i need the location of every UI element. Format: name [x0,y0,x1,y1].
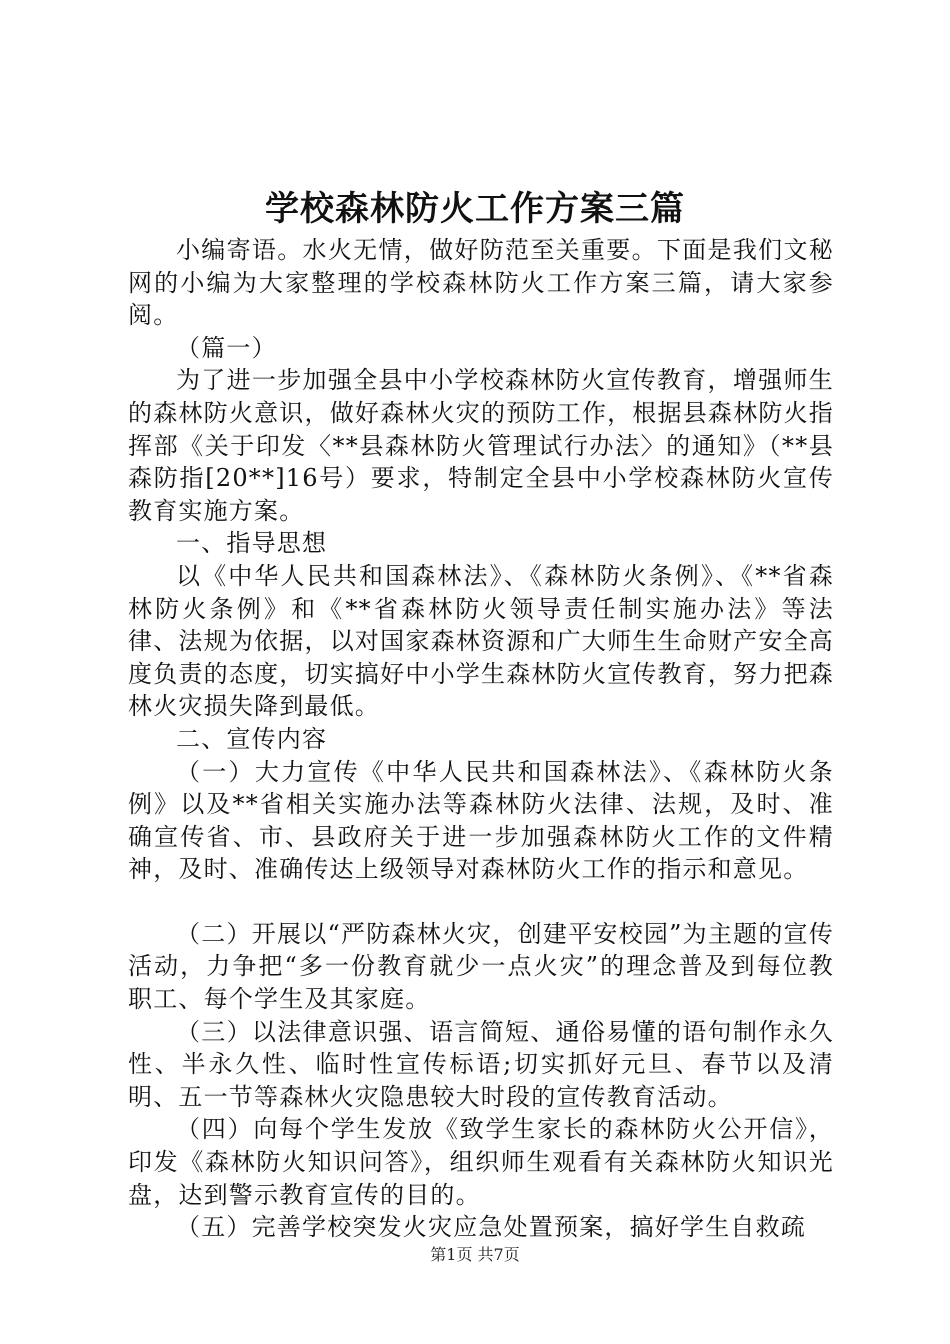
section-heading: 一、指导思想 [176,529,328,558]
list-paragraph: （五）完善学校突发火灾应急处置预案，搞好学生自救疏 [176,1213,806,1242]
list-paragraph: （一）大力宣传《中华人民共和国森林法》、《森林防火条例》以及**省相关实施办法等森林防火法律、法规，及时、准确宣传省、市、县政府关于进一步加强森林防火工作的文件精神，及时、准确传达上级领导对森林防火工作的指示和意见。 [128,757,834,884]
list-paragraph: （三）以法律意识强、语言简短、通俗易懂的语句制作永久性、半永久性、临时性宣传标语;切实抓好元旦、春节以及清明、五一节等森林火灾隐患较大时段的宣传教育活动。 [128,1017,834,1111]
document-body [128,234,834,1244]
list-paragraph: （四）向每个学生发放《致学生家长的森林防火公开信》，印发《森林防火知识问答》，组织师生观看有关森林防火知识光盘，达到警示教育宣传的目的。 [128,1115,834,1209]
body-paragraph: 为了进一步加强全县中小学校森林防火宣传教育，增强师生的森林防火意识，做好森林火灾的预防工作，根据县森林防火指挥部《关于印发〈**县森林防火管理试行办法〉的通知》（**县森防指[20**]16号）要求，特制定全县中小学校森林防火宣传教育实施方案。 [128,366,834,525]
page-footer: 第1页 共7页 [430,1245,520,1264]
section-heading: 二、宣传内容 [176,724,328,753]
list-paragraph: （二）开展以“严防森林火灾，创建平安校园”为主题的宣传活动，力争把“多一份教育就少一点火灾”的理念普及到每位教职工、每个学生及其家庭。 [128,919,834,1014]
document-title: 学校森林防火工作方案三篇 [265,189,685,229]
intro-paragraph: 小编寄语。水火无情，做好防范至关重要。下面是我们文秘网的小编为大家整理的学校森林防火工作方案三篇，请大家参阅。 [128,236,834,330]
section-label: （篇一） [176,333,277,362]
body-paragraph: 以《中华人民共和国森林法》、《森林防火条例》、《**省森林防火条例》和《**省森林防火领导责任制实施办法》等法律、法规为依据，以对国家森林资源和广大师生生命财产安全高度负责的态度，切实搞好中小学生森林防火宣传教育，努力把森林火灾损失降到最低。 [128,561,834,721]
